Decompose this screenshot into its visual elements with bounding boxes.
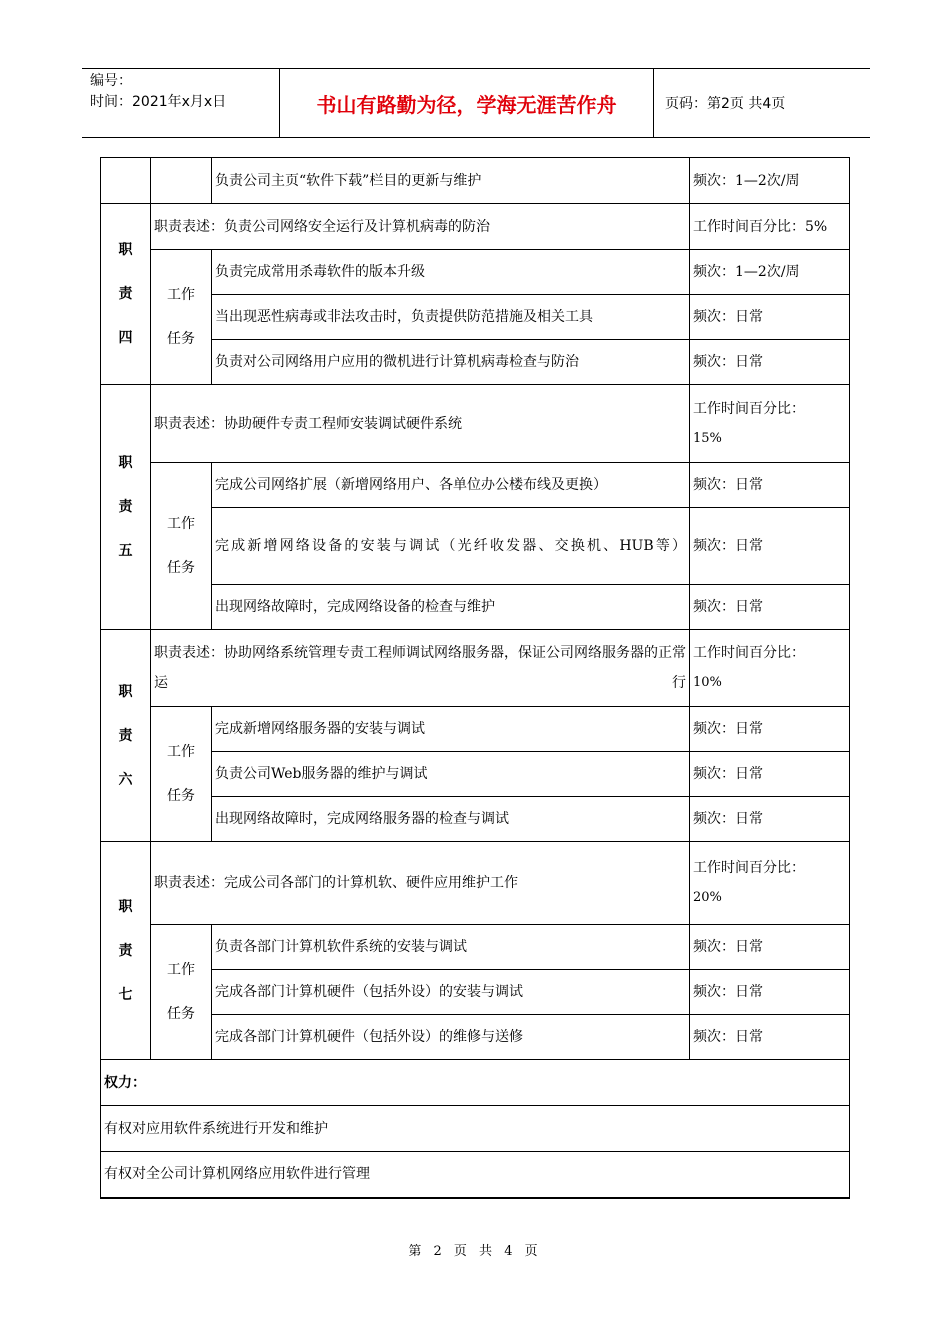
footer-page-number: 第 2 页 共 4 页 (408, 1244, 542, 1259)
task-text: 完成新增网络服务器的安装与调试 (212, 707, 690, 752)
time-label: 时间：2021年x月x日 (90, 94, 227, 110)
authority-row (101, 1152, 850, 1198)
duty-statement-row (101, 204, 850, 250)
duty-statement: 职责表述：协助网络系统管理专责工程师调试网络服务器，保证公司网络服务器的正常运行 (151, 630, 690, 707)
authority-title: 权力： (101, 1060, 850, 1106)
table-row (101, 797, 850, 842)
table-row (101, 707, 850, 752)
task-frequency: 频次：日常 (690, 797, 850, 842)
task-frequency: 频次：日常 (690, 707, 850, 752)
task-text: 出现网络故障时，完成网络服务器的检查与调试 (212, 797, 690, 842)
task-frequency: 频次：日常 (690, 463, 850, 508)
task-text: 完成各部门计算机硬件（包括外设）的维修与送修 (212, 1015, 690, 1060)
task-frequency: 频次：1—2次/周 (690, 158, 850, 204)
duty-label: 职 责 五 (101, 385, 151, 630)
task-text: 当出现恶性病毒或非法攻击时，负责提供防范措施及相关工具 (212, 295, 690, 340)
duty-statement-row (101, 385, 850, 463)
duty-statement: 职责表述：协助硬件专责工程师安装调试硬件系统 (151, 385, 690, 463)
work-tasks-label: 工作 任务 (151, 925, 212, 1060)
duty-label: 职 责 六 (101, 630, 151, 842)
task-text: 负责公司主页“软件下载”栏目的更新与维护 (212, 158, 690, 204)
duty-label: 职 责 七 (101, 842, 151, 1060)
table-row (101, 970, 850, 1015)
task-text: 完成各部门计算机硬件（包括外设）的安装与调试 (212, 970, 690, 1015)
authority-row (101, 1106, 850, 1152)
task-frequency: 频次：日常 (690, 585, 850, 630)
duty-percentage: 工作时间百分比： 15% (690, 385, 850, 463)
table-row (101, 158, 850, 204)
duty-percentage: 工作时间百分比：5% (690, 204, 850, 250)
task-text: 负责各部门计算机软件系统的安装与调试 (212, 925, 690, 970)
task-frequency: 频次：日常 (690, 752, 850, 797)
task-frequency: 频次：日常 (690, 970, 850, 1015)
task-text: 出现网络故障时，完成网络设备的检查与维护 (212, 585, 690, 630)
task-text: 完成新增网络设备的安装与调试（光纤收发器、交换机、HUB等） (212, 508, 690, 585)
duty-statement: 职责表述：负责公司网络安全运行及计算机病毒的防治 (151, 204, 690, 250)
page-footer (0, 1240, 950, 1259)
task-frequency: 频次：1—2次/周 (690, 250, 850, 295)
task-text: 完成公司网络扩展（新增网络用户、各单位办公楼布线及更换） (212, 463, 690, 508)
table-row (101, 340, 850, 385)
page-header (82, 68, 870, 138)
table-row (101, 925, 850, 970)
duty-statement: 职责表述：完成公司各部门的计算机软、硬件应用维护工作 (151, 842, 690, 925)
table-row (101, 295, 850, 340)
task-frequency: 频次：日常 (690, 1015, 850, 1060)
number-label: 编号： (90, 73, 132, 89)
duty-statement-row (101, 842, 850, 925)
table-row (101, 463, 850, 508)
task-frequency: 频次：日常 (690, 508, 850, 585)
table-row (101, 752, 850, 797)
duty-percentage: 工作时间百分比： 10% (690, 630, 850, 707)
duty-statement-row (101, 630, 850, 707)
task-frequency: 频次：日常 (690, 295, 850, 340)
header-meta (82, 69, 279, 137)
task-text: 负责完成常用杀毒软件的版本升级 (212, 250, 690, 295)
table-row (101, 508, 850, 585)
task-frequency: 频次：日常 (690, 925, 850, 970)
duty-percentage: 工作时间百分比： 20% (690, 842, 850, 925)
work-tasks-label: 工作 任务 (151, 707, 212, 842)
authority-item: 有权对应用软件系统进行开发和维护 (101, 1106, 850, 1152)
table-row (101, 585, 850, 630)
header-page-info: 页码：第2页 共4页 (665, 96, 786, 112)
task-text: 负责公司Web服务器的维护与调试 (212, 752, 690, 797)
table-row (101, 250, 850, 295)
work-tasks-label: 工作 任务 (151, 250, 212, 385)
work-tasks-label: 工作 任务 (151, 463, 212, 630)
duties-table (100, 157, 850, 1199)
authority-title-row (101, 1060, 850, 1106)
authority-item: 有权对全公司计算机网络应用软件进行管理 (101, 1152, 850, 1198)
table-row (101, 1015, 850, 1060)
task-frequency: 频次：日常 (690, 340, 850, 385)
duty-label: 职 责 四 (101, 204, 151, 385)
task-text: 负责对公司网络用户应用的微机进行计算机病毒检查与防治 (212, 340, 690, 385)
header-motto: 书山有路勤为径，学海无涯苦作舟 (279, 69, 654, 137)
